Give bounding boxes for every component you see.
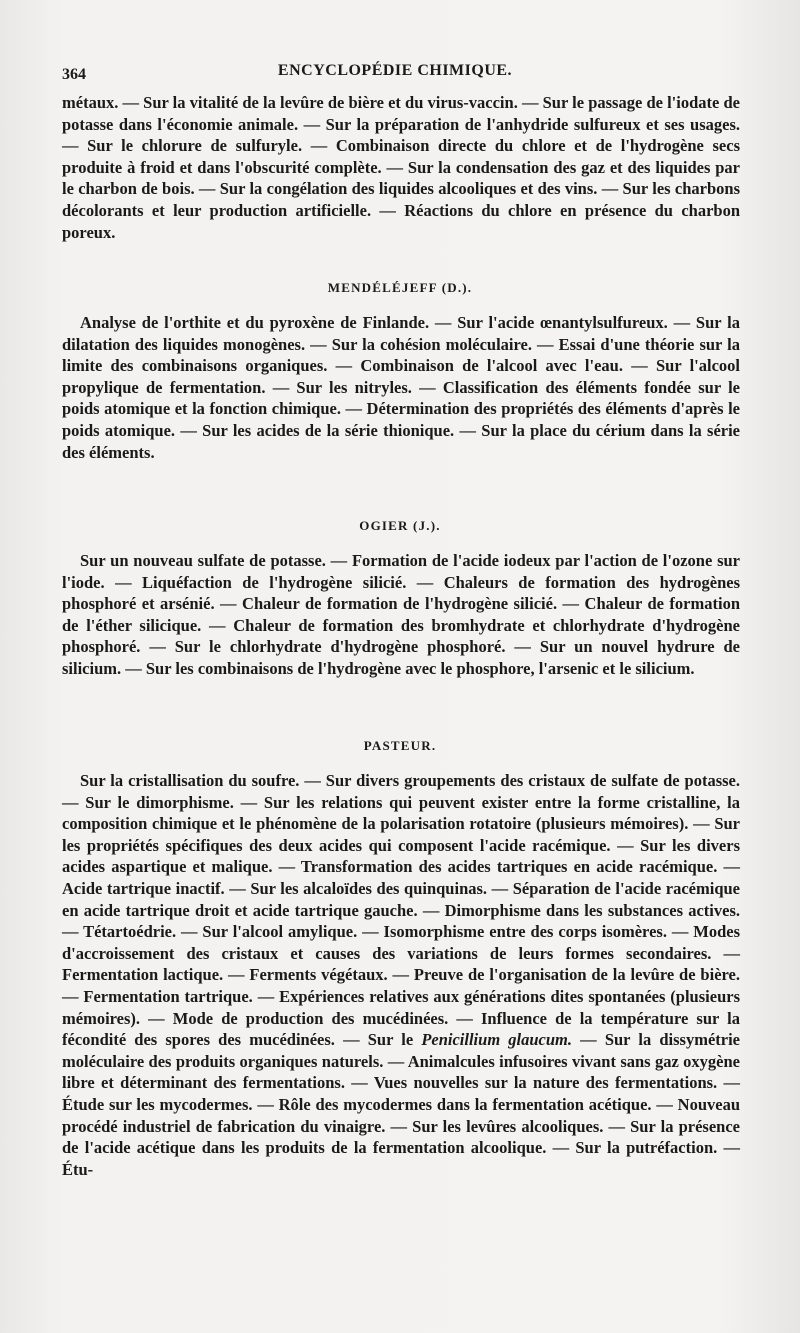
pasteur-italic-species: Penicillium glaucum. — [421, 1030, 573, 1050]
heading-pasteur: PASTEUR. — [363, 738, 437, 753]
pasteur-paragraph — [62, 770, 740, 1180]
section-mendelejeff — [62, 312, 740, 463]
ogier-paragraph: Sur un nouveau sulfate de potasse. — Formation de l'acide iodeux par l'action de l'ozone sur l'iode. — Liquéfaction de l'hydrogène silicié. — Chaleurs de formation des hydrogènes phosphoré et arsénié. — Chaleur de formation de l'hydrogène silicié. — Chaleur de formation de l'éther silicique. — Chaleur de formation des bromhydrate et chlorhydrate d'hydrogène phosphoré. — Sur le chlorhydrate d'hydrogène phosphoré. — Sur un nouvel hydrure de silicium. — Sur les combinaisons de l'hydrogène avec le phosphore, l'arsenic et le silicium. — [62, 551, 740, 678]
running-title: ENCYCLOPÉDIE CHIMIQUE. — [277, 62, 513, 79]
page-number: 364 — [62, 66, 86, 83]
heading-mendelejeff: MENDÉLÉJEFF (D.). — [327, 280, 473, 295]
pasteur-text-part-1: Sur la cristallisation du soufre. — Sur divers groupements des cristaux de sulfate de potasse. — Sur le dimorphisme. — Sur les relations qui peuvent exister entre la forme cristalline, la composition chimique et le phénomène de la polarisation rotatoire (plusieurs mémoires). — Sur les propriétés spécifiques des deux acides qui composent l'acide racémique. — Sur les divers acides aspartique et malique. — Transformation des acides tartriques en acide racémique. — Acide tartrique inactif. — Sur les alcaloïdes des quinquinas. — Séparation de l'acide racémique en acide tartrique droit et acide tartrique gauche. — Dimorphisme dans les substances actives. — Tétartoédrie. — Sur l'alcool amylique. — Isomorphisme entre des corps isomères. — Modes d'accroissement des cristaux et causes des variations de leurs formes secondaires. — Fermentation lactique. — Ferments végétaux. — Preuve de l'organisation de la levûre de bière. — Fermentation tartrique. — Expériences relatives aux générations dites spontanées (plusieurs mémoires). — Mode de production des mucédinées. — Influence de la température sur la fécondité des spores des mucédinées. — Sur le — [62, 771, 740, 1050]
section-ogier — [62, 550, 740, 680]
section-pasteur — [62, 770, 740, 1180]
pasteur-text-part-2: — Sur la dissymétrie moléculaire des produits organiques naturels. — Animalcules infusoires vivant sans gaz oxygène libre et déterminant des fermentations. — Vues nouvelles sur la nature des fermentations. — Étude sur les mycodermes. — Rôle des mycodermes dans la fermentation acétique. — Nouveau procédé industriel de fabrication du vinaigre. — Sur les levûres alcooliques. — Sur la présence de l'acide acétique dans les produits de la fermentation alcoolique. — Sur la putréfaction. — Étu- — [62, 1030, 740, 1179]
page-header — [60, 60, 730, 86]
heading-ogier: OGIER (J.). — [359, 518, 441, 533]
intro-paragraph: métaux. — Sur la vitalité de la levûre de bière et du virus-vaccin. — Sur le passage de l'iodate de potasse dans l'économie animale. — Sur la préparation de l'anhydride sulfureux et ses usages. — Sur le chlorure de sulfuryle. — Combinaison directe du chlore et de l'hydrogène secs produite à froid et dans l'obscurité complète. — Sur la condensation des gaz et des liquides par le charbon de bois. — Sur la congélation des liquides alcooliques et des vins. — Sur les charbons décolorants et leur production artificielle. — Réactions du chlore en présence du charbon poreux. — [62, 93, 740, 242]
intro-section — [62, 92, 740, 243]
mendelejeff-paragraph: Analyse de l'orthite et du pyroxène de Finlande. — Sur l'acide œnantylsulfureux. — Sur la dilatation des liquides monogènes. — Sur la cohésion moléculaire. — Essai d'une théorie sur la limite des combinaisons organiques. — Combinaison de l'alcool avec l'eau. — Sur l'alcool propylique de fermentation. — Sur les nitryles. — Classification des éléments fondée sur le poids atomique et la fonction chimique. — Détermination des propriétés des éléments d'après le poids atomique. — Sur les acides de la série thionique. — Sur la place du cérium dans la série des éléments. — [62, 313, 740, 462]
